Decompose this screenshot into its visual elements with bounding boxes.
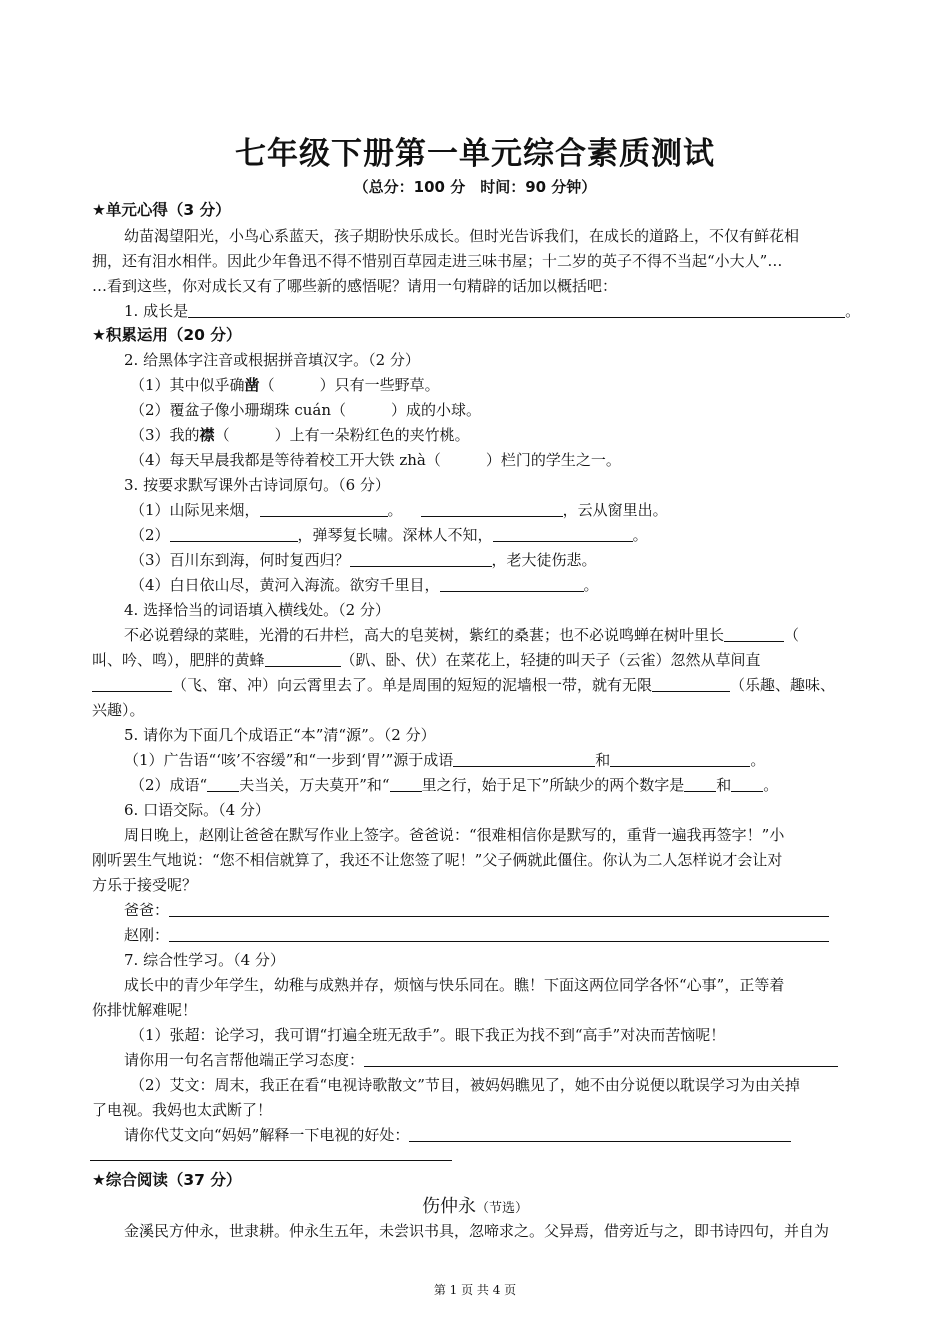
question-7-1 bbox=[130, 1024, 725, 1046]
paragraph-line: 你排忧解难呢！ bbox=[92, 1001, 198, 1019]
answer-blank[interactable] bbox=[170, 525, 298, 542]
paragraph-line: …看到这些，你对成长又有了哪些新的感悟呢？请用一句精辟的话加以概括吧： bbox=[92, 277, 618, 295]
question-1 bbox=[124, 300, 860, 322]
question-text: 不必说碧绿的菜畦，光滑的石井栏，高大的皂荚树，紫红的桑葚；也不必说鸣蝉在树叶里长 bbox=[124, 626, 725, 644]
answer-blank[interactable] bbox=[440, 575, 584, 592]
answer-blank[interactable] bbox=[260, 500, 388, 517]
paragraph-line: 方乐于接受呢？ bbox=[92, 876, 198, 894]
answer-blank[interactable] bbox=[364, 1050, 838, 1067]
question-4-line bbox=[92, 674, 835, 696]
question-4-line bbox=[124, 624, 799, 646]
article-title bbox=[0, 1192, 950, 1218]
question-5-1 bbox=[124, 749, 765, 771]
answer-blank[interactable] bbox=[409, 1125, 791, 1142]
question-text: 请你代艾文向“妈妈”解释一下电视的好处： bbox=[124, 1126, 410, 1144]
question-text: （2）成语“ bbox=[130, 776, 208, 794]
answer-blank[interactable] bbox=[453, 750, 595, 767]
paragraph-line: 拥，还有泪水相伴。因此少年鲁迅不得不惜别百草园走进三味书屋；十二岁的英子不得不当起“小大人”… bbox=[92, 252, 783, 270]
paragraph-line: 成长中的青少年学生，幼稚与成熟并存，烦恼与快乐同在。瞧！下面这两位同学各怀“心事”，正等着 bbox=[124, 976, 785, 994]
divider bbox=[90, 1160, 452, 1161]
question-4-line: 兴趣）。 bbox=[92, 701, 145, 719]
question-text: （ ）只有一些野草。 bbox=[259, 376, 440, 394]
question-4: 4. 选择恰当的词语填入横线处。（2 分） bbox=[124, 601, 390, 619]
question-2-4: （4）每天早晨我都是等待着校工开大铁 zhà（ ）栏门的学生之一。 bbox=[130, 451, 621, 469]
question-text: 。 bbox=[750, 751, 766, 769]
answer-blank[interactable] bbox=[169, 925, 829, 942]
question-3: 3. 按要求默写课外古诗词原句。（6 分） bbox=[124, 476, 390, 494]
question-text: 。 bbox=[583, 576, 599, 594]
question-text: 。 bbox=[763, 776, 779, 794]
question-text: （乐趣、趣味、 bbox=[730, 676, 836, 694]
question-text: ，老大徒伤悲。 bbox=[491, 551, 597, 569]
answer-blank[interactable] bbox=[610, 750, 750, 767]
question-text: ，弹琴复长啸。深林人不知， bbox=[297, 526, 493, 544]
question-2: 2. 给黑体字注音或根据拼音填汉字。（2 分） bbox=[124, 351, 420, 369]
section-heading-reading: ★综合阅读（37 分） bbox=[92, 1171, 242, 1189]
answer-blank[interactable] bbox=[493, 525, 633, 542]
question-text: 。 bbox=[387, 501, 403, 519]
answer-blank[interactable] bbox=[652, 675, 730, 692]
question-2-2: （2）覆盆子像小珊瑚珠 cuán（ ）成的小球。 bbox=[130, 401, 481, 419]
article-paragraph: 金溪民方仲永，世隶耕。仲永生五年，未尝识书具，忽啼求之。父异焉，借旁近与之，即书诗四句，并自为 bbox=[124, 1222, 830, 1240]
question-text: （1）山际见来烟， bbox=[130, 501, 260, 519]
question-4-line bbox=[92, 649, 761, 671]
answer-blank[interactable] bbox=[169, 900, 829, 917]
paragraph-line: 周日晚上，赵刚让爸爸在默写作业上签字。爸爸说：“很难相信你是默写的，重背一遍我再签字！”小 bbox=[124, 826, 785, 844]
question-text: （1）其中似乎确 bbox=[130, 376, 245, 394]
speaker-label: 爸爸： bbox=[124, 901, 170, 919]
question-3-4 bbox=[130, 574, 599, 596]
question-6: 6. 口语交际。（4 分） bbox=[124, 801, 270, 819]
answer-blank[interactable] bbox=[265, 650, 341, 667]
question-text: （3）我的 bbox=[130, 426, 200, 444]
question-1-end: 。 bbox=[845, 302, 861, 320]
question-text: 叫、吟、鸣），肥胖的黄蜂 bbox=[92, 651, 265, 669]
paragraph-line: 刚听罢生气地说：“您不相信就算了，我还不让您签了呢！”父子俩就此僵住。你认为二人怎样说才会让对 bbox=[92, 851, 783, 869]
question-text: （3）百川东到海，何时复西归？ bbox=[130, 551, 350, 569]
question-2-1 bbox=[130, 374, 440, 396]
paragraph-line: 幼苗渴望阳光，小鸟心系蓝天，孩子期盼快乐成长。但时光告诉我们，在成长的道路上，不仅有鲜花相 bbox=[124, 227, 800, 245]
question-3-2 bbox=[130, 524, 648, 546]
question-2-3 bbox=[130, 424, 470, 446]
question-5-2 bbox=[130, 774, 778, 796]
question-text: ，云从窗里出。 bbox=[562, 501, 668, 519]
question-text: （ ）上有一朵粉红色的夹竹桃。 bbox=[214, 426, 470, 444]
page-title: 七年级下册第一单元综合素质测试 bbox=[235, 136, 715, 172]
question-3-1 bbox=[130, 499, 668, 521]
page-subtitle: （总分：100 分 时间：90 分钟） bbox=[353, 178, 597, 196]
answer-blank[interactable] bbox=[731, 775, 763, 792]
question-text: （1）张超： bbox=[130, 1026, 215, 1044]
question-6-dad bbox=[124, 899, 829, 921]
question-text: 夫当关，万夫莫开”和“ bbox=[239, 776, 390, 794]
answer-blank[interactable] bbox=[188, 301, 845, 318]
answer-blank[interactable] bbox=[421, 500, 563, 517]
question-text: （2）艾文： bbox=[130, 1076, 215, 1094]
question-7-2 bbox=[130, 1074, 800, 1096]
question-text: 。 bbox=[632, 526, 648, 544]
question-3-3 bbox=[130, 549, 597, 571]
page-footer: 第 1 页 共 4 页 bbox=[433, 1283, 517, 1297]
answer-blank[interactable] bbox=[350, 550, 492, 567]
article-title-note: （节选） bbox=[475, 1201, 528, 1216]
section-heading-unit-reflection: ★单元心得（3 分） bbox=[92, 201, 231, 219]
question-text: （ bbox=[784, 626, 800, 644]
quote-text: 周末，我正在看“电视诗歌散文”节目，被妈妈瞧见了，她不由分说便以耽误学习为由关掉 bbox=[214, 1076, 800, 1094]
question-text: （1）广告语“‘咳’不容缓”和“一步到‘胃’”源于成语 bbox=[124, 751, 454, 769]
question-text: 请你用一句名言帮他端正学习态度： bbox=[124, 1051, 365, 1069]
question-text: 和 bbox=[716, 776, 732, 794]
question-7: 7. 综合性学习。（4 分） bbox=[124, 951, 285, 969]
question-7-2-prompt bbox=[124, 1124, 791, 1146]
bold-character: 襟 bbox=[199, 426, 215, 444]
question-text: （趴、卧、伏）在菜花上，轻捷的叫天子（云雀）忽然从草间直 bbox=[340, 651, 761, 669]
answer-blank[interactable] bbox=[724, 625, 784, 642]
quote-text: 了电视。我妈也太武断了！ bbox=[92, 1101, 273, 1119]
question-7-1-prompt bbox=[124, 1049, 838, 1071]
question-5: 5. 请你为下面几个成语正“本”清“源”。（2 分） bbox=[124, 726, 436, 744]
article-title-text: 伤仲永 bbox=[421, 1196, 476, 1217]
question-6-zhao bbox=[124, 924, 829, 946]
bold-character: 凿 bbox=[244, 376, 260, 394]
quote-text: 论学习，我可谓“打遍全班无敌手”。眼下我正为找不到“高手”对决而苦恼呢！ bbox=[214, 1026, 726, 1044]
answer-blank[interactable] bbox=[684, 775, 716, 792]
question-text: 里之行，始于足下”所缺少的两个数字是 bbox=[421, 776, 685, 794]
answer-blank[interactable] bbox=[390, 775, 422, 792]
speaker-label: 赵刚： bbox=[124, 926, 170, 944]
answer-blank[interactable] bbox=[92, 675, 172, 692]
question-1-label: 1. 成长是 bbox=[124, 302, 189, 320]
question-text: （4）白日依山尽，黄河入海流。欲穷千里目， bbox=[130, 576, 440, 594]
question-text: 和 bbox=[595, 751, 611, 769]
section-heading-accumulation: ★积累运用（20 分） bbox=[92, 326, 242, 344]
question-text: （飞、窜、冲）向云霄里去了。单是周围的短短的泥墙根一带，就有无限 bbox=[172, 676, 653, 694]
question-text: （2） bbox=[130, 526, 170, 544]
answer-blank[interactable] bbox=[207, 775, 239, 792]
